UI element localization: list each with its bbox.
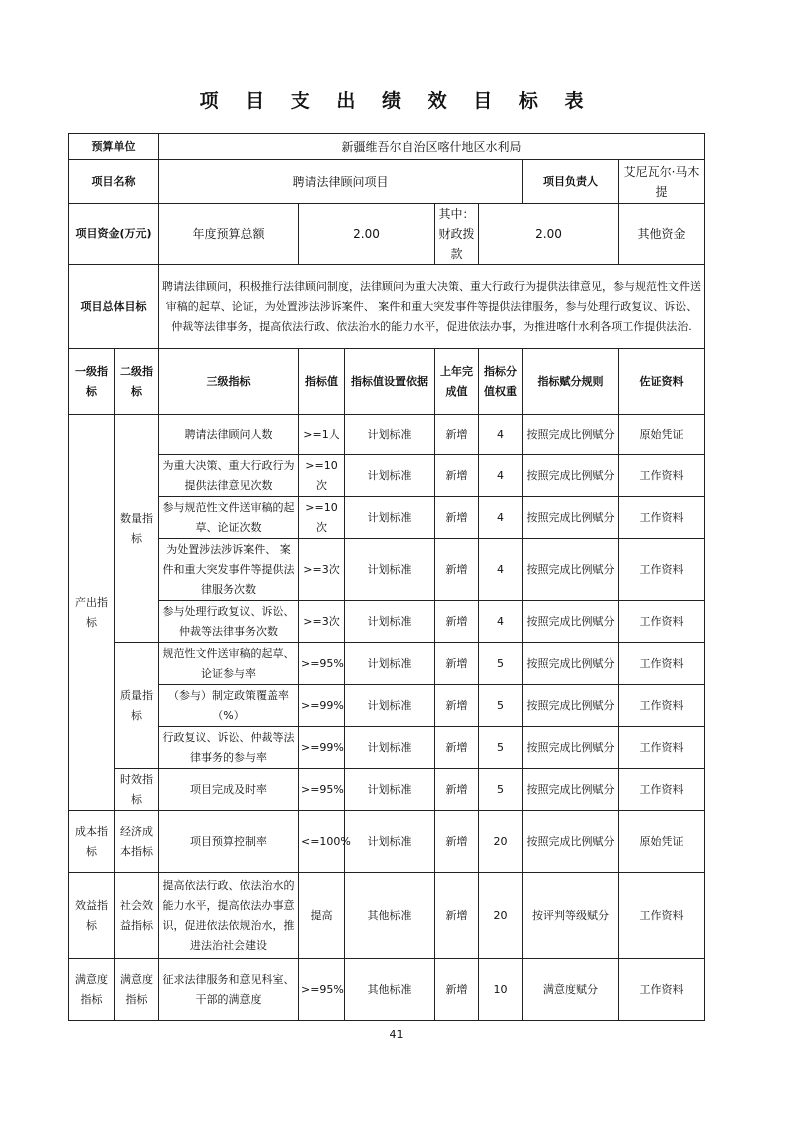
header-weight: 指标分值权重 <box>479 349 523 415</box>
indicator-weight: 4 <box>479 455 523 497</box>
project-name-row <box>69 160 705 204</box>
project-owner-label: 项目负责人 <box>523 160 619 204</box>
indicator-weight: 4 <box>479 601 523 643</box>
indicator-weight: 5 <box>479 643 523 685</box>
indicator-name: 项目完成及时率 <box>159 769 299 811</box>
quality-group-label: 质量指标 <box>115 643 159 769</box>
indicator-name: 行政复议、诉讼、仲裁等法律事务的参与率 <box>159 727 299 769</box>
indicator-basis: 计划标准 <box>345 811 435 873</box>
indicator-name: 为重大决策、重大行政行为提供法律意见次数 <box>159 455 299 497</box>
indicator-value: <=100% <box>299 811 345 873</box>
indicator-basis: 计划标准 <box>345 455 435 497</box>
indicator-last: 新增 <box>435 873 479 959</box>
project-owner-value: 艾尼瓦尔·马木提 <box>619 160 705 204</box>
timeliness-group-label: 时效指标 <box>115 769 159 811</box>
indicator-weight: 4 <box>479 497 523 539</box>
indicator-evidence: 工作资料 <box>619 769 705 811</box>
indicator-rule: 按照完成比例赋分 <box>523 685 619 727</box>
indicator-rule: 按照完成比例赋分 <box>523 539 619 601</box>
header-row <box>69 349 705 415</box>
indicator-value: 提高 <box>299 873 345 959</box>
table-row <box>69 769 705 811</box>
indicator-value: >=3次 <box>299 601 345 643</box>
header-value: 指标值 <box>299 349 345 415</box>
indicator-rule: 按照完成比例赋分 <box>523 769 619 811</box>
indicator-last: 新增 <box>435 415 479 455</box>
indicator-name: 征求法律服务和意见科室、干部的满意度 <box>159 959 299 1021</box>
indicator-weight: 10 <box>479 959 523 1021</box>
funding-row <box>69 204 705 265</box>
indicator-weight: 20 <box>479 811 523 873</box>
project-name-value: 聘请法律顾问项目 <box>159 160 523 204</box>
indicator-last: 新增 <box>435 769 479 811</box>
cost-subgroup-label: 经济成本指标 <box>115 811 159 873</box>
table-row <box>69 539 705 601</box>
fiscal-label: 其中：财政拨款 <box>435 204 479 265</box>
indicator-value: >=1人 <box>299 415 345 455</box>
header-level1: 一级指标 <box>69 349 115 415</box>
indicator-basis: 计划标准 <box>345 727 435 769</box>
output-group-label: 产出指标 <box>69 415 115 811</box>
table-row <box>69 455 705 497</box>
funding-label: 项目资金(万元) <box>69 204 159 265</box>
indicator-last: 新增 <box>435 685 479 727</box>
indicator-last: 新增 <box>435 497 479 539</box>
indicator-evidence: 工作资料 <box>619 959 705 1021</box>
indicator-rule: 按照完成比例赋分 <box>523 497 619 539</box>
indicator-last: 新增 <box>435 601 479 643</box>
indicator-weight: 5 <box>479 685 523 727</box>
indicator-weight: 20 <box>479 873 523 959</box>
overall-goal-label: 项目总体目标 <box>69 265 159 349</box>
indicator-basis: 计划标准 <box>345 769 435 811</box>
indicator-rule: 按照完成比例赋分 <box>523 727 619 769</box>
indicator-last: 新增 <box>435 727 479 769</box>
indicator-value: >=99% <box>299 685 345 727</box>
indicator-rule: 满意度赋分 <box>523 959 619 1021</box>
header-level2: 二级指标 <box>115 349 159 415</box>
project-name-label: 项目名称 <box>69 160 159 204</box>
indicator-value: >=95% <box>299 643 345 685</box>
table-row <box>69 643 705 685</box>
indicator-last: 新增 <box>435 643 479 685</box>
indicator-evidence: 工作资料 <box>619 685 705 727</box>
header-level3: 三级指标 <box>159 349 299 415</box>
indicator-basis: 计划标准 <box>345 601 435 643</box>
annual-budget-value: 2.00 <box>299 204 435 265</box>
indicator-weight: 5 <box>479 727 523 769</box>
indicator-weight: 4 <box>479 539 523 601</box>
other-funds-label: 其他资金 <box>637 227 686 241</box>
indicator-evidence: 工作资料 <box>619 873 705 959</box>
indicator-weight: 4 <box>479 415 523 455</box>
indicator-evidence: 原始凭证 <box>619 415 705 455</box>
indicator-value: >=95% <box>299 769 345 811</box>
indicator-value: >=10次 <box>299 497 345 539</box>
indicator-value: >=99% <box>299 727 345 769</box>
indicator-weight: 5 <box>479 769 523 811</box>
indicator-rule: 按照完成比例赋分 <box>523 811 619 873</box>
indicator-rule: 按评判等级赋分 <box>523 873 619 959</box>
indicator-basis: 计划标准 <box>345 415 435 455</box>
indicator-rule: 按照完成比例赋分 <box>523 455 619 497</box>
table-row <box>69 727 705 769</box>
indicator-last: 新增 <box>435 539 479 601</box>
indicator-last: 新增 <box>435 455 479 497</box>
indicator-basis: 计划标准 <box>345 539 435 601</box>
performance-table <box>68 133 705 1021</box>
indicator-name: 聘请法律顾问人数 <box>159 415 299 455</box>
header-rule: 指标赋分规则 <box>523 349 619 415</box>
annual-budget-label: 年度预算总额 <box>159 204 299 265</box>
indicator-evidence: 工作资料 <box>619 455 705 497</box>
indicator-name: 项目预算控制率 <box>159 811 299 873</box>
satisfaction-subgroup-label: 满意度指标 <box>115 959 159 1021</box>
table-row <box>69 415 705 455</box>
table-row <box>69 873 705 959</box>
cost-group-label: 成本指标 <box>69 811 115 873</box>
budget-unit-row <box>69 134 705 160</box>
header-basis: 指标值设置依据 <box>345 349 435 415</box>
indicator-last: 新增 <box>435 959 479 1021</box>
quantity-group-label: 数量指标 <box>115 415 159 643</box>
indicator-name: 参与处理行政复议、诉讼、仲裁等法律事务次数 <box>159 601 299 643</box>
table-row <box>69 497 705 539</box>
indicator-rule: 按照完成比例赋分 <box>523 643 619 685</box>
indicator-evidence: 原始凭证 <box>619 811 705 873</box>
overall-goal-text: 聘请法律顾问，积极推行法律顾问制度，法律顾问为重大决策、重大行政行为提供法律意见，参与规范性文件送审稿的起草、论证，为处置涉法涉诉案件、 案件和重大突发事件等提供法律服务，参与处理行政复议、诉讼、仲裁等法律事务，提高依法行政、依法治水的能力水平，促进依法办事，为推进喀什水利各项工作提供法治. <box>159 265 705 349</box>
indicator-name: 为处置涉法涉诉案件、 案件和重大突发事件等提供法律服务次数 <box>159 539 299 601</box>
overall-goal-row <box>69 265 705 349</box>
indicator-basis: 计划标准 <box>345 497 435 539</box>
indicator-value: >=10次 <box>299 455 345 497</box>
indicator-basis: 计划标准 <box>345 643 435 685</box>
header-evidence: 佐证资料 <box>619 349 705 415</box>
other-funds-cell <box>619 204 705 265</box>
indicator-name: 参与规范性文件送审稿的起草、论证次数 <box>159 497 299 539</box>
budget-unit-label: 预算单位 <box>69 134 159 160</box>
indicator-rule: 按照完成比例赋分 <box>523 601 619 643</box>
table-row <box>69 959 705 1021</box>
header-last-year: 上年完成值 <box>435 349 479 415</box>
indicator-name: 规范性文件送审稿的起草、论证参与率 <box>159 643 299 685</box>
budget-unit-value: 新疆维吾尔自治区喀什地区水利局 <box>159 134 705 160</box>
indicator-evidence: 工作资料 <box>619 643 705 685</box>
indicator-rule: 按照完成比例赋分 <box>523 415 619 455</box>
indicator-evidence: 工作资料 <box>619 539 705 601</box>
indicator-evidence: 工作资料 <box>619 497 705 539</box>
indicator-last: 新增 <box>435 811 479 873</box>
indicator-basis: 其他标准 <box>345 959 435 1021</box>
indicator-name: （参与）制定政策覆盖率（%） <box>159 685 299 727</box>
table-row <box>69 685 705 727</box>
indicator-value: >=95% <box>299 959 345 1021</box>
indicator-evidence: 工作资料 <box>619 727 705 769</box>
indicator-basis: 计划标准 <box>345 685 435 727</box>
indicator-value: >=3次 <box>299 539 345 601</box>
satisfaction-group-label: 满意度指标 <box>69 959 115 1021</box>
fiscal-value: 2.00 <box>479 204 619 265</box>
table-row <box>69 601 705 643</box>
page-number: 41 <box>389 1028 404 1041</box>
benefit-subgroup-label: 社会效益指标 <box>115 873 159 959</box>
indicator-basis: 其他标准 <box>345 873 435 959</box>
table-row <box>69 811 705 873</box>
indicator-evidence: 工作资料 <box>619 601 705 643</box>
indicator-name: 提高依法行政、依法治水的能力水平，提高依法办事意识，促进依法依规治水，推进法治社会建设 <box>159 873 299 959</box>
page-title: 项 目 支 出 绩 效 目 标 表 <box>199 90 594 112</box>
benefit-group-label: 效益指标 <box>69 873 115 959</box>
